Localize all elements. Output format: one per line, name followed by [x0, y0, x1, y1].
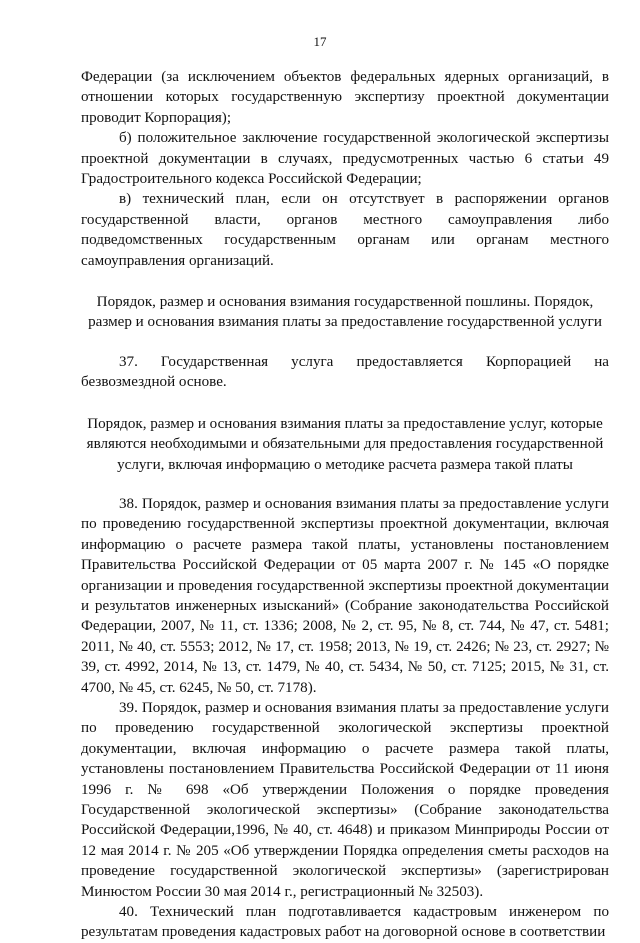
paragraph-38: 38. Порядок, размер и основания взимания платы за предоставление услуги по проведению государственной экспертизы проектной документации, включая информацию о расчете размера такой платы, установлены постановлением Правительства Российской Федерации от 05 марта 2007 г. № 145 «О порядке организации и проведения государственной экспертизы проектной документации и результатов инженерных изысканий» (Собрание законодательства Российской Федерации, 2007, № 11, ст. 1336; 2008, № 2, ст. 95, № 8, ст. 744, № 47, ст. 5481; 2011, № 40, ст. 5553; 2012, № 17, ст. 1958; 2013, № 19, ст. 2426; № 23, ст. 2927; № 39, ст. 4992, 2014, № 13, ст. 1479, № 40, ст. 5434, № 50, ст. 7125; 2015, № 31, ст. 4700, № 45, ст. 6245, № 50, ст. 7178). [81, 495, 609, 696]
page-number: 17 [313, 34, 327, 49]
paragraph-item-v: в) технический план, если он отсутствует в распоряжении органов государственной власти, органов местного самоуправления либо подведомственных государственным органам или органам местного самоуправления организаций. [81, 191, 609, 269]
paragraph-37: 37. Государственная услуга предоставляется Корпорацией на безвозмездной основе. [81, 353, 609, 391]
page-content [81, 67, 609, 943]
section-heading-state-duty: Порядок, размер и основания взимания государственной пошлины. Порядок, размер и основания взимания платы за предоставление государственной услуги [88, 294, 602, 331]
section-heading-service-fees: Порядок, размер и основания взимания платы за предоставление услуг, которые являются необходимыми и обязательными для предоставления государственной услуги, включая информацию о методике расчета размера такой платы [86, 415, 604, 473]
paragraph-item-b: б) положительное заключение государственной экологической экспертизы проектной документации в случаях, предусмотренных частью 6 статьи 49 Градостроительного кодекса Российской Федерации; [81, 130, 609, 188]
paragraph-federation-continuation: Федерации (за исключением объектов федеральных ядерных организаций, в отношении которых государственную экспертизу проектной документации проводит Корпорация); [81, 69, 609, 126]
paragraph-40: 40. Технический план подготавливается кадастровым инженером по результатам проведения кадастровых работ на договорной основе в соответствии [81, 904, 609, 941]
paragraph-39: 39. Порядок, размер и основания взимания платы за предоставление услуги по проведению государственной экологической экспертизы проектной документации, включая информацию о расчете размера такой платы, установлены постановлением Правительства Российской Федерации от 11 июня 1996 г. № 698 «Об утверждении Положения о порядке проведения Государственной экологической экспертизы» (Собрание законодательства Российской Федерации,1996, № 40, ст. 4648) и приказом Минприроды России от 12 мая 2014 г. № 205 «Об утверждении Порядка определения сметы расходов на проведение государственной экологической экспертизы» (зарегистрирован Минюстом России 30 мая 2014 г., регистрационный № 32503). [81, 699, 609, 900]
